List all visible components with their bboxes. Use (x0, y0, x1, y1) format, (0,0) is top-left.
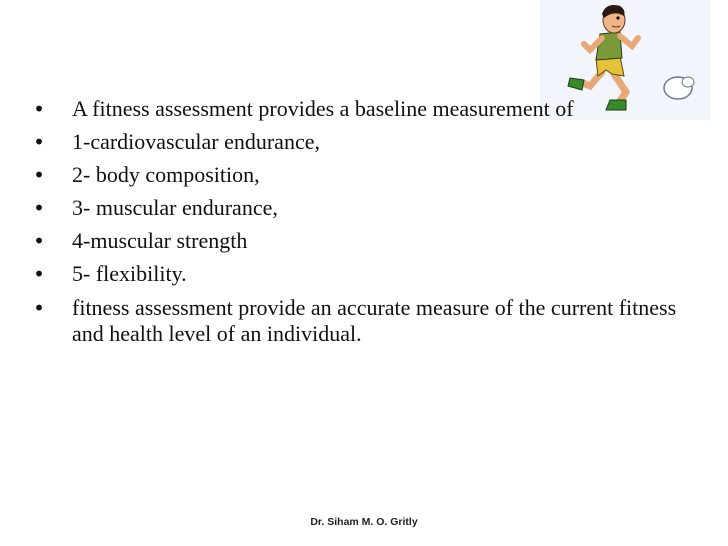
bullet-item (22, 228, 682, 255)
bullet-text: fitness assessment provide an accurate measure of the current fitness and health level of an individual. (72, 294, 677, 347)
bullet-text: 3- muscular endurance, (72, 195, 278, 221)
bullet-marker: • (33, 97, 45, 121)
slide-footer-author: Dr. Siham M. O. Gritly (310, 516, 418, 528)
bullet-text: 4-muscular strength (72, 228, 248, 254)
bullet-item (22, 261, 682, 288)
bullet-item (22, 162, 682, 189)
bullet-text: 1-cardiovascular endurance, (72, 129, 320, 155)
bullet-item (22, 129, 682, 156)
bullet-text: 2- body composition, (72, 162, 260, 188)
bullet-marker: • (33, 262, 45, 287)
bullet-list (22, 96, 682, 354)
bullet-marker: • (33, 163, 45, 188)
bullet-item (22, 96, 682, 123)
bullet-text: 5- flexibility. (72, 261, 187, 287)
bullet-text: A fitness assessment provides a baseline measurement of (72, 96, 574, 121)
bullet-marker: • (33, 295, 45, 320)
bullet-marker: • (33, 229, 45, 254)
bullet-marker: • (33, 196, 45, 221)
bullet-item (22, 195, 682, 222)
bullet-item (22, 295, 682, 348)
bullet-marker: • (33, 130, 45, 155)
